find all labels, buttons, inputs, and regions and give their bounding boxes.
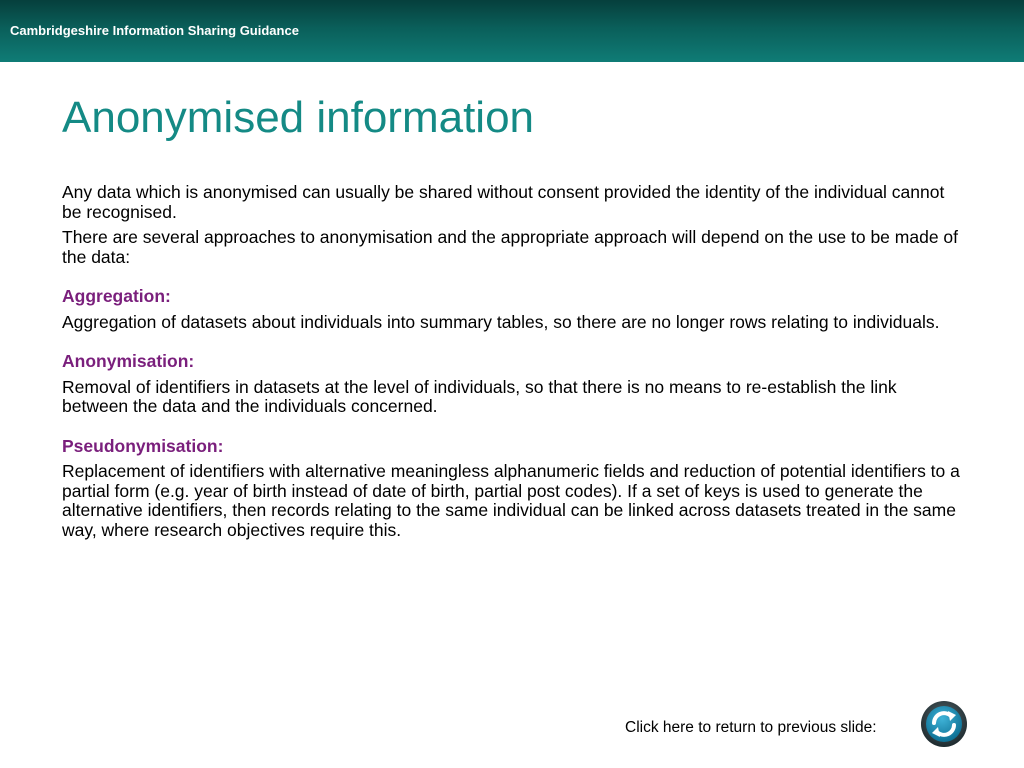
slide-title: Anonymised information: [62, 93, 535, 142]
intro-paragraph: There are several approaches to anonymisation and the appropriate approach will depend on the use to be made of the data:: [62, 227, 959, 267]
header-title: Cambridgeshire Information Sharing Guidance: [10, 23, 299, 38]
header-bar: [0, 0, 1024, 62]
section-heading-pseudonymisation: Pseudonymisation:: [62, 435, 224, 456]
slide-content: [62, 183, 962, 546]
section-body-anonymisation: Removal of identifiers in datasets at the level of individuals, so that there is no means to re-establish the link between the data and the individuals concerned.: [62, 376, 897, 416]
section-heading-anonymisation: Anonymisation:: [62, 351, 195, 371]
return-to-previous-slide-button[interactable]: [920, 700, 968, 748]
return-link-label[interactable]: Click here to return to previous slide:: [625, 719, 877, 736]
section-body-pseudonymisation: Replacement of identifiers with alternative meaningless alphanumeric fields and reduction of potential identifiers to a partial form (e.g. year of birth instead of date of birth, partial post codes). If a set of keys is used to generate the alternative identifiers, then records relating to the same individual can be linked across datasets treated in the same way, where research objectives require this.: [62, 461, 960, 540]
section-body-aggregation: Aggregation of datasets about individuals into summary tables, so there are no longer rows relating to individuals.: [62, 311, 940, 332]
section-heading-aggregation: Aggregation:: [62, 286, 171, 306]
refresh-arrows-icon: [920, 700, 968, 748]
intro-paragraph: Any data which is anonymised can usually be shared without consent provided the identity of the individual cannot be recognised.: [62, 182, 945, 222]
